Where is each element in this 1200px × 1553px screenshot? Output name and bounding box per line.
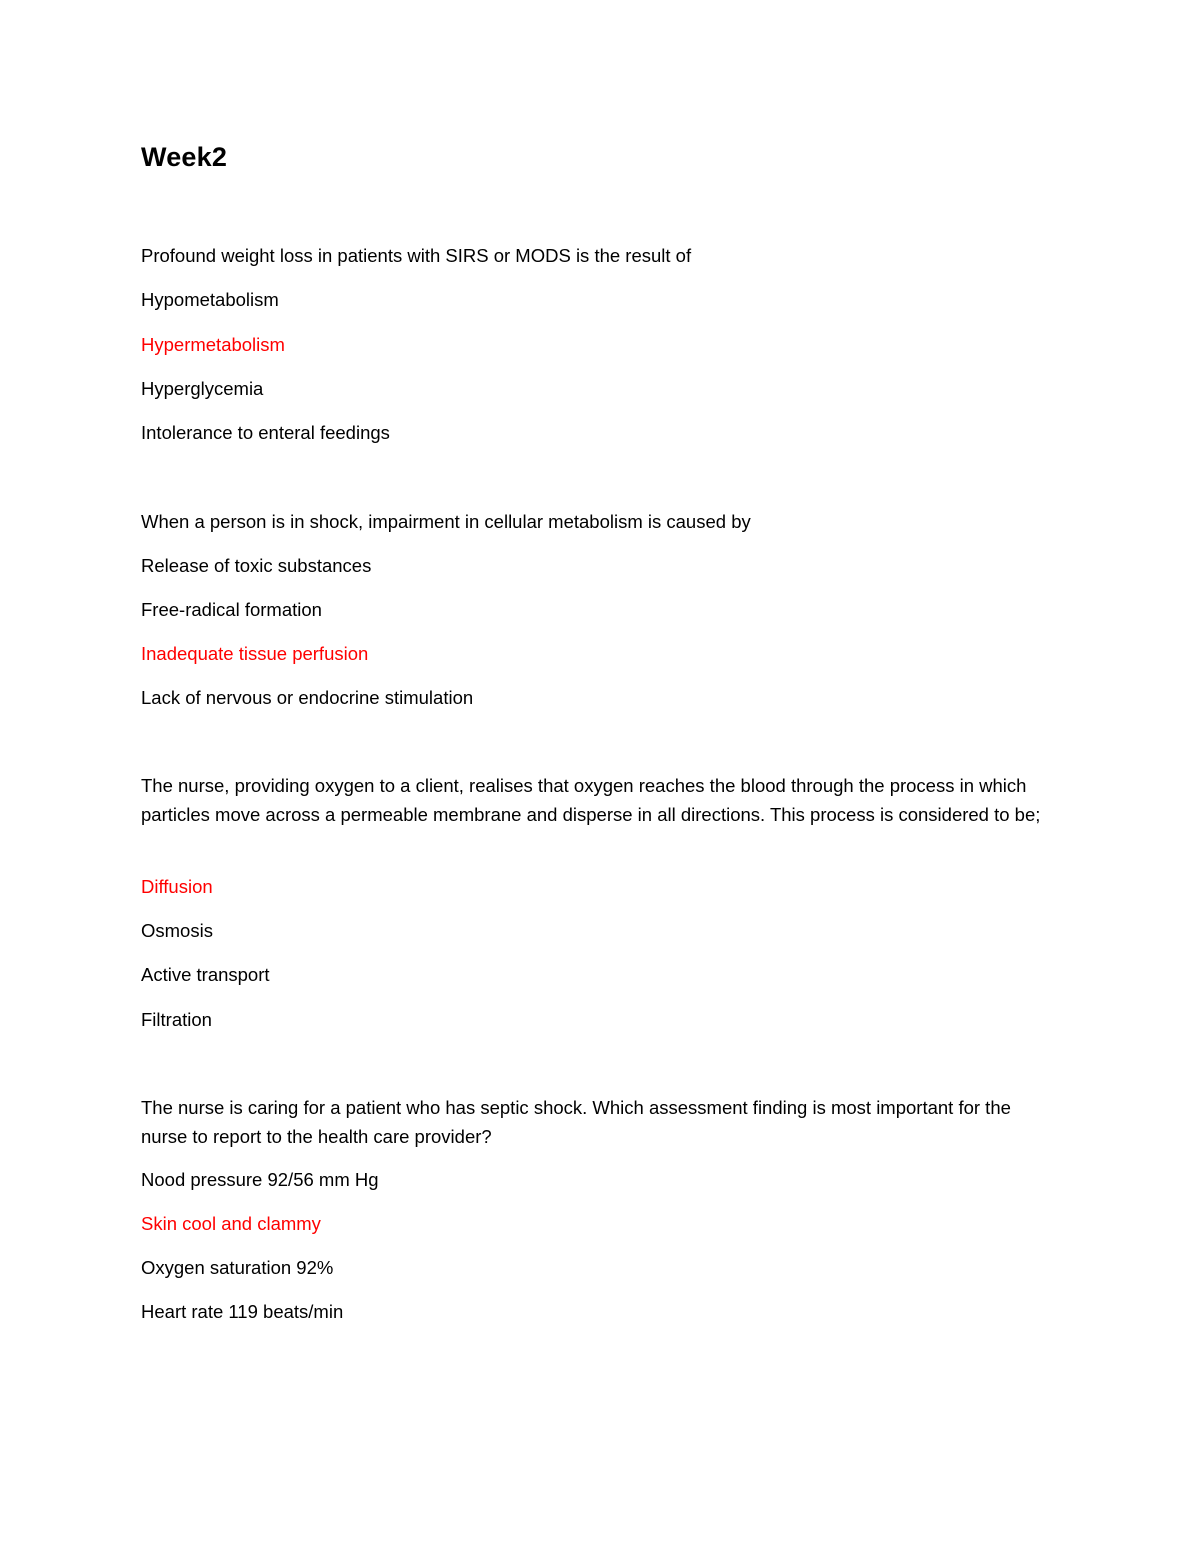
answer-option: Filtration <box>141 1009 212 1030</box>
answer-option: Hypometabolism <box>141 289 279 310</box>
answer-option: Hyperglycemia <box>141 378 264 399</box>
question-prompt: When a person is in shock, impairment in cellular metabolism is caused by <box>141 511 751 532</box>
question-prompt: The nurse is caring for a patient who has septic shock. Which assessment finding is most important for the nurse to report to the health care provider? <box>141 1097 1011 1147</box>
answer-option: Osmosis <box>141 920 213 941</box>
answer-option: Active transport <box>141 964 270 985</box>
answer-option-correct: Skin cool and clammy <box>141 1213 321 1234</box>
answer-option-correct: Diffusion <box>141 876 213 897</box>
answer-option-correct: Hypermetabolism <box>141 334 285 355</box>
answer-option: Release of toxic substances <box>141 555 372 576</box>
answer-option: Free-radical formation <box>141 599 322 620</box>
page-title: Week2 <box>141 142 228 172</box>
question-prompt: Profound weight loss in patients with SIRS or MODS is the result of <box>141 245 692 266</box>
answer-option: Intolerance to enteral feedings <box>141 422 390 443</box>
answer-option: Oxygen saturation 92% <box>141 1257 334 1278</box>
answer-option: Nood pressure 92/56 mm Hg <box>141 1169 379 1190</box>
answer-option: Heart rate 119 beats/min <box>141 1301 344 1322</box>
answer-option-correct: Inadequate tissue perfusion <box>141 643 369 664</box>
question-prompt: The nurse, providing oxygen to a client, realises that oxygen reaches the blood through the process in which particles move across a permeable membrane and disperse in all directions. This process is considered to be; <box>141 775 1041 825</box>
answer-option: Lack of nervous or endocrine stimulation <box>141 687 474 708</box>
